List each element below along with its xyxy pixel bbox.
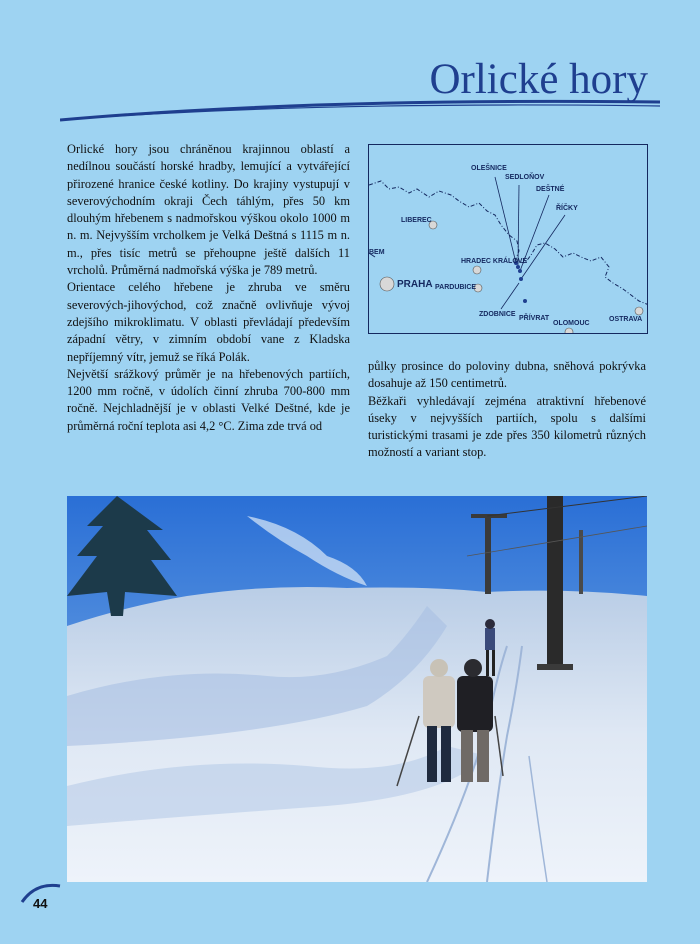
map-label-pardubice: PARDUBICE — [435, 284, 477, 291]
map-label-olesnice: OLEŠNICE — [471, 165, 507, 172]
paragraph-orientation: Orientace celého hřebene je zhruba ve směru severových-jihovýchod, což značně ovlivňuje vývoj zdejšího mikroklimatu. V oblasti převládají především západní větry, v zimním období vane z Kladska nepříjemný vítr, jemuž se říká Polák. — [67, 280, 350, 364]
map-label-sedlonov: SEDLOŇOV — [505, 174, 545, 181]
page-number: 44 — [33, 896, 48, 911]
paragraph-winter-end: půlky prosince do poloviny dubna, sněhová pokrývka dosahuje až 150 centimetrů. — [368, 359, 646, 391]
map-label-praha: PRAHA — [397, 279, 433, 290]
region-map — [368, 144, 648, 334]
map-label-liberec: LIBEREC — [401, 217, 432, 224]
ski-slope-photo — [67, 496, 647, 882]
map-label-hradec-kralove: HRADEC KRÁLOVÉ — [461, 258, 528, 265]
map-label-olomouc: OLOMOUC — [553, 320, 590, 327]
paragraph-intro: Orlické hory jsou chráněnou krajinnou oblastí a nedílnou součástí horské hradby, lemující a vytvářející přirozené hranice české kotliny. Do krajiny vystupují v severovýchodním okraji Čech táhlým, přes 50 km dlouhým hřebenem s nadmořskou výškou okolo 1000 m n. m. Nejvyšším vrcholkem je Velká Deštná s 1115 m n. m., přes tisíc metrů se přehoupne ještě dalších 11 vrcholů. Průměrná nadmořská výška je 789 metrů. — [67, 142, 350, 278]
map-label-zdobnice: ZDOBNICE — [479, 311, 516, 318]
article-left-column — [67, 141, 350, 435]
paragraph-precipitation: Největší srážkový průměr je na hřebenových partiích, 1200 mm ročně, v údolích činní zhruba 700-800 mm ročně. Nejchladnější je v oblasti Velké Deštné, kde je průměrná roční teplota asi 4,2 °C. Zima zde trvá od — [67, 366, 350, 433]
title-swoosh-decoration — [60, 92, 660, 122]
map-label-privrat: PŘÍVRAT — [519, 315, 550, 322]
map-label-ricky: ŘÍČKY — [556, 205, 578, 212]
map-label-bem: BEM — [369, 249, 385, 256]
map-label-destne: DEŠTNÉ — [536, 186, 565, 193]
map-label-ostrava: OSTRAVA — [609, 316, 643, 323]
page-title: Orlické hory — [429, 56, 648, 103]
paragraph-cross-country: Běžkaři vyhledávají zejména atraktivní hřebenové úseky v nejvyšších partiích, spolu s dalšími turistickými trasami je zde přes 350 kilometrů různých možností a variant stop. — [368, 393, 646, 460]
article-right-column — [368, 358, 646, 462]
